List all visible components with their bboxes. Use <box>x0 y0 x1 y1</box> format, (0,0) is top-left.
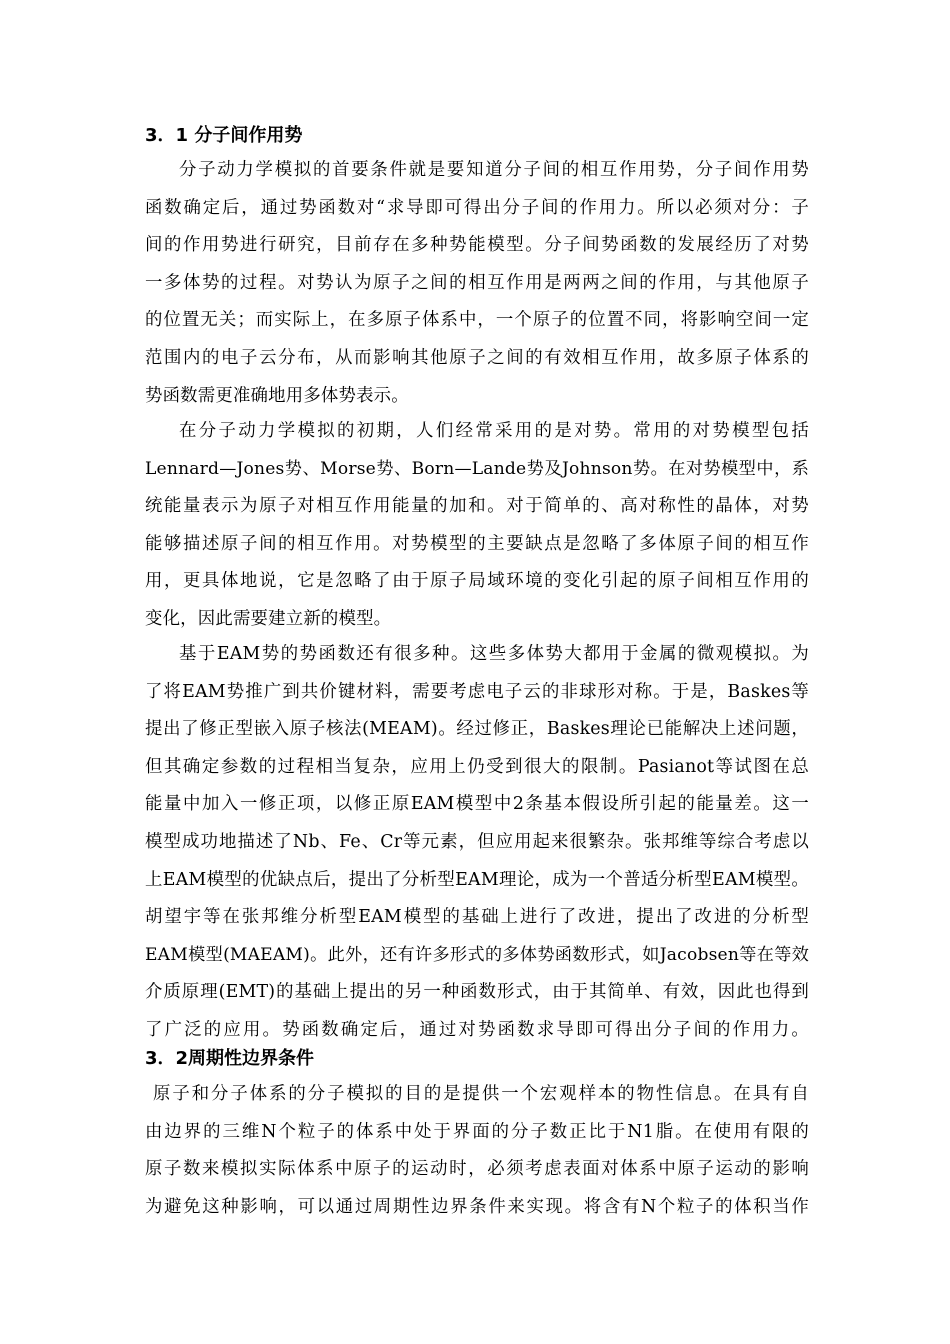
text-line: 了将EAM势推广到共价键材料，需要考虑电子云的非球形对称。于是，Baskes等 <box>145 681 809 702</box>
text-line: 间的作用势进行研究，目前存在多种势能模型。分子间势函数的发展经历了对势 <box>145 235 809 256</box>
text-line: 上EAM模型的优缺点后，提出了分析型EAM理论，成为一个普适分析型EAM模型。 <box>145 869 809 890</box>
text-line: 模型成功地描述了Nb、Fe、Cr等元素，但应用起来很繁杂。张邦维等综合考虑以 <box>145 831 809 852</box>
paragraph-eam-potential <box>145 636 809 1050</box>
text-line: 提出了修正型嵌入原子核法(MEAM)。经过修正，Baskes理论已能解决上述问题， <box>145 719 809 740</box>
text-line: 能够描述原子间的相互作用。对势模型的主要缺点是忽略了多体原子间的相互作 <box>145 533 809 554</box>
text-line: 为避免这种影响，可以通过周期性边界条件来实现。将含有N个粒子的体积当作 <box>145 1196 809 1217</box>
text-line: Lennard—Jones势、Morse势、Born—Lande势及Johnson势。在对势模型中，系 <box>145 458 809 479</box>
paragraph-pair-potential <box>145 413 809 639</box>
paragraph-periodic-boundary <box>145 1076 809 1226</box>
text-line: 分子动力学模拟的首要条件就是要知道分子间的相互作用势，分子间作用势 <box>179 160 809 180</box>
text-line: 原子数来模拟实际体系中原子的运动时，必须考虑表面对体系中原子运动的影响 <box>145 1159 809 1180</box>
text-line: 了广泛的应用。势函数确定后，通过对势函数求导即可得出分子间的作用力。 <box>145 1019 809 1040</box>
text-line: 势函数需更准确地用多体势表示。 <box>145 385 409 406</box>
text-line: 但其确定参数的过程相当复杂，应用上仍受到很大的限制。Pasianot等试图在总 <box>145 756 809 777</box>
section-heading-3-1: 3．1 分子间作用势 <box>145 125 303 146</box>
text-line: 在分子动力学模拟的初期，人们经常采用的是对势。常用的对势模型包括 <box>179 421 809 441</box>
text-line: 范围内的电子云分布，从而影响其他原子之间的有效相互作用，故多原子体系的 <box>145 347 809 368</box>
text-line: 统能量表示为原子对相互作用能量的加和。对于简单的、高对称性的晶体，对势 <box>145 496 809 517</box>
text-line: 用，更具体地说，它是忽略了由于原子局域环境的变化引起的原子间相互作用的 <box>145 571 809 592</box>
text-line: 由边界的三维N个粒子的体系中处于界面的分子数正比于N1脂。在使用有限的 <box>145 1121 809 1142</box>
text-line: 的位置无关；而实际上，在多原子体系中，一个原子的位置不同，将影响空间一定 <box>145 310 809 331</box>
text-line: 原子和分子体系的分子模拟的目的是提供一个宏观样本的物性信息。在具有自 <box>153 1084 809 1104</box>
text-line: 能量中加入一修正项，以修正原EAM模型中2条基本假设所引起的能量差。这一 <box>145 794 809 815</box>
text-line: 一多体势的过程。对势认为原子之间的相互作用是两两之间的作用，与其他原子 <box>145 272 809 293</box>
paragraph-intermolecular-potential <box>145 152 809 415</box>
text-line: 函数确定后，通过势函数对“求导即可得出分子间的作用力。所以必须对分：子 <box>145 197 809 218</box>
text-line: 介质原理(EMT)的基础上提出的另一种函数形式，由于其简单、有效，因此也得到 <box>145 982 809 1003</box>
text-line: 基于EAM势的势函数还有很多种。这些多体势大都用于金属的微观模拟。为 <box>179 644 809 664</box>
section-heading-3-2: 3．2周期性边界条件 <box>145 1048 315 1069</box>
text-line: 胡望宇等在张邦维分析型EAM模型的基础上进行了改进，提出了改进的分析型 <box>145 907 809 928</box>
text-line: 变化，因此需要建立新的模型。 <box>145 608 392 629</box>
text-line: EAM模型(MAEAM)。此外，还有许多形式的多体势函数形式，如Jacobsen等在等效 <box>145 944 809 965</box>
